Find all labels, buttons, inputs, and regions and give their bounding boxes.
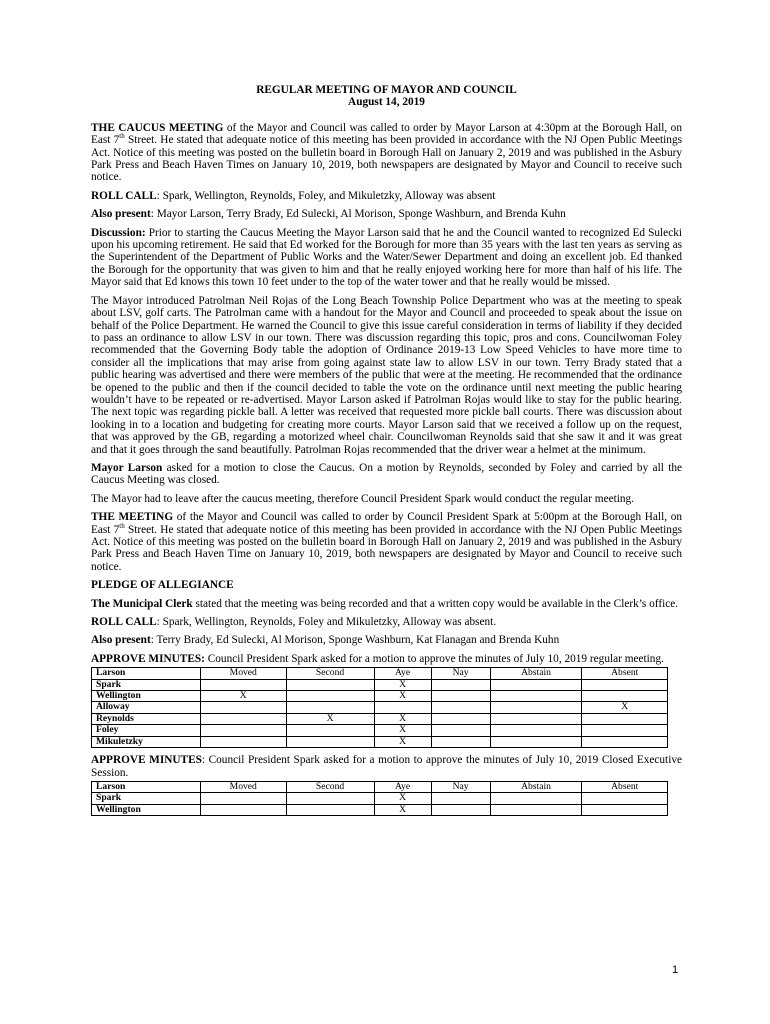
vote-cell — [201, 736, 287, 747]
document-page — [91, 84, 682, 822]
vote-cell — [490, 725, 582, 736]
header-cell: Aye — [374, 781, 431, 792]
vote-cell — [582, 679, 668, 690]
vote-cell — [490, 736, 582, 747]
vote-cell: X — [374, 713, 431, 724]
vote-table-1-header — [92, 668, 668, 679]
header-cell: Second — [286, 781, 374, 792]
vote-cell: X — [286, 713, 374, 724]
vote-cell — [490, 713, 582, 724]
discussion-text: Prior to starting the Caucus Meeting the Mayor Larson said that he and the Council wanted to recognized Ed Sulecki upon his upcoming retirement. He said that Ed worked for the Borough for more than 35 years with the last ten years as serving as the Superintendent of the Department of Public Works and the Water/Sewer Department and doing an excellent job. Ed thanked the Borough for the opportunity that was given to him and that he really enjoyed working here for more than half of his life. The Mayor said that Ed knows this town 10 feet under to the top of the water tower and that he really would be missed. — [91, 226, 682, 289]
table-row — [92, 793, 668, 804]
header-cell: Moved — [201, 668, 287, 679]
clerk-paragraph — [91, 598, 682, 610]
vote-cell — [201, 725, 287, 736]
vote-cell: X — [374, 725, 431, 736]
header-cell: Nay — [431, 781, 490, 792]
also-present-1 — [91, 208, 682, 220]
roll-call-1-lead: ROLL CALL — [91, 189, 157, 202]
close-caucus-text: asked for a motion to close the Caucus. On a motion by Reynolds, seconded by Foley and carried by all the Caucus Meeting was closed. — [91, 461, 682, 487]
vote-cell — [490, 691, 582, 702]
vote-cell — [582, 804, 668, 815]
vote-cell — [490, 804, 582, 815]
page-number: 1 — [672, 964, 679, 976]
vote-cell: X — [374, 679, 431, 690]
vote-cell — [374, 702, 431, 713]
header-cell: Nay — [431, 668, 490, 679]
member-name-cell: Alloway — [92, 702, 201, 713]
caucus-lead: THE CAUCUS MEETING — [91, 121, 224, 134]
pledge-text: PLEDGE OF ALLEGIANCE — [91, 579, 234, 592]
vote-cell — [490, 702, 582, 713]
approve-minutes-1-lead: APPROVE MINUTES: — [91, 652, 205, 665]
member-name-cell: Spark — [92, 793, 201, 804]
vote-cell — [431, 793, 490, 804]
member-name-cell: Wellington — [92, 804, 201, 815]
vote-cell — [582, 691, 668, 702]
vote-cell — [431, 725, 490, 736]
vote-table-1 — [91, 667, 668, 748]
discussion-paragraph — [91, 227, 682, 289]
vote-cell — [201, 713, 287, 724]
vote-cell: X — [201, 691, 287, 702]
vote-table-2-header — [92, 781, 668, 792]
vote-cell — [431, 736, 490, 747]
vote-cell — [201, 679, 287, 690]
approve-minutes-2-text: : Council President Spark asked for a motion to approve the minutes of July 10, 2019 Closed Executive Session. — [91, 754, 682, 779]
also-present-1-text: : Mayor Larson, Terry Brady, Ed Sulecki, Al Morison, Sponge Washburn, and Brenda Kuhn — [150, 208, 566, 221]
roll-call-2-text: : Spark, Wellington, Reynolds, Foley and Mikuletzky, Alloway was absent. — [156, 616, 497, 629]
clerk-lead: The Municipal Clerk — [91, 597, 193, 610]
vote-cell — [201, 702, 287, 713]
vote-table-2 — [91, 781, 668, 816]
member-name-cell: Wellington — [92, 691, 201, 702]
vote-cell — [431, 804, 490, 815]
vote-cell: X — [374, 736, 431, 747]
mayor-leave-paragraph: The Mayor had to leave after the caucus meeting, therefore Council President Spark would conduct the regular meeting. — [91, 492, 635, 505]
vote-cell — [582, 725, 668, 736]
also-present-2-text: : Terry Brady, Ed Sulecki, Al Morison, Sponge Washburn, Kat Flanagan and Brenda Kuhn — [150, 634, 560, 647]
approve-minutes-2 — [91, 754, 682, 779]
pledge-heading — [91, 579, 682, 591]
vote-cell — [431, 702, 490, 713]
vote-cell — [286, 736, 374, 747]
meeting-text-1: of the Mayor and Council was called to order by Council President Spark at 5:00pm at the Borough Hall, on East 7 — [91, 511, 682, 536]
vote-cell — [582, 713, 668, 724]
meeting-text-2: Street. He stated that adequate notice of this meeting has been provided in accordance with the NJ Open Public Meetings Act. Notice of this meeting was posted on the bulletin board in Borough Hall on January 2, 2019 and was published in the Asbury Park Press and Beach Haven Time on January 10, 2019, both newspapers are designated by Mayor and Council to receive such notice. — [91, 523, 682, 573]
roll-call-2 — [91, 616, 682, 628]
table-row — [92, 679, 668, 690]
clerk-text: stated that the meeting was being recorded and that a written copy would be available in the Clerk’s office. — [192, 597, 679, 610]
header-cell: Larson — [92, 781, 201, 792]
vote-cell — [431, 679, 490, 690]
caucus-superscript: th — [119, 132, 125, 141]
meeting-paragraph — [91, 511, 682, 573]
vote-table-1-body — [92, 679, 668, 747]
table-row — [92, 736, 668, 747]
vote-cell: X — [582, 702, 668, 713]
table-row — [92, 713, 668, 724]
vote-table-2-body — [92, 793, 668, 816]
vote-cell — [490, 679, 582, 690]
also-present-1-lead: Also present — [91, 208, 151, 221]
vote-cell — [201, 793, 287, 804]
document-date: August 14, 2019 — [348, 96, 425, 109]
vote-cell — [582, 793, 668, 804]
vote-cell — [286, 725, 374, 736]
member-name-cell: Spark — [92, 679, 201, 690]
also-present-2-lead: Also present — [91, 634, 151, 647]
caucus-paragraph — [91, 122, 682, 184]
table-row — [92, 702, 668, 713]
approve-minutes-1-text: Council President Spark asked for a motion to approve the minutes of July 10, 2019 regular meeting. — [204, 652, 664, 665]
discussion-lead: Discussion: — [91, 226, 146, 239]
vote-cell — [286, 804, 374, 815]
caucus-text-1: of the Mayor and Council was called to order by Mayor Larson at 4:30pm at the Borough Hall, on East 7 — [91, 121, 682, 147]
header-cell: Moved — [201, 781, 287, 792]
header-cell: Absent — [582, 781, 668, 792]
vote-cell: X — [374, 793, 431, 804]
table-row — [92, 725, 668, 736]
also-present-2 — [91, 634, 682, 646]
approve-minutes-2-lead: APPROVE MINUTES — [91, 754, 202, 767]
header-cell: Abstain — [490, 781, 582, 792]
vote-cell — [201, 804, 287, 815]
meeting-lead: THE MEETING — [91, 511, 174, 524]
caucus-text-2: Street. He stated that adequate notice of this meeting has been provided in accordance with the NJ Open Public Meetings Act. Notice of this meeting was posted on the bulletin board in Borough Hall on January 2, 2019 and was published in the Asbury Park Press and Beach Haven Times on January 10, 2019, both newspapers are designated by Mayor and Council to receive such notice. — [91, 134, 682, 184]
meeting-superscript: th — [119, 521, 125, 530]
vote-cell — [286, 691, 374, 702]
vote-cell: X — [374, 691, 431, 702]
close-caucus-paragraph — [91, 462, 682, 487]
header-cell: Aye — [374, 668, 431, 679]
roll-call-1 — [91, 190, 682, 202]
header-cell: Abstain — [490, 668, 582, 679]
member-name-cell: Mikuletzky — [92, 736, 201, 747]
header-cell: Larson — [92, 668, 201, 679]
roll-call-1-text: : Spark, Wellington, Reynolds, Foley, and Mikuletzky, Alloway was absent — [156, 189, 496, 202]
roll-call-2-lead: ROLL CALL — [91, 616, 157, 629]
table-row — [92, 691, 668, 702]
vote-cell — [431, 713, 490, 724]
document-title: REGULAR MEETING OF MAYOR AND COUNCIL — [256, 84, 517, 96]
header-cell: Absent — [582, 668, 668, 679]
member-name-cell: Foley — [92, 725, 201, 736]
patrolman-paragraph: The Mayor introduced Patrolman Neil Rojas of the Long Beach Township Police Department who was at the meeting to speak about LSV, golf carts. The Patrolman came with a handout for the Mayor and Council and proceeded to speak about the issue on behalf of the Police Department. He warned the Council to give this issue careful consideration in terms of liability if they decided to pass an ordinance to allow LSV in our town. There was discussion regarding this topic, pros and cons. Councilwoman Foley recommended that the Governing Body table the adoption of Ordinance 2019-13 Low Speed Vehicles to have more time to consider all the implications that may arise from going against state law to allow LSV in our town. Terry Brady stated that a public hearing was advertised and there were members of the public that were at the meeting. He recommended that the ordinance be opened to the public and then if the council decided to table the vote on the ordinance until next meeting the public hearing wouldn’t have to be repeated or re-advertised. Mayor Larson asked if Patrolman Rojas would like to stay for the public hearing. The next topic was regarding pickle ball. A letter was received that requested more pickle ball courts. There was discussion about looking in to a location and budgeting for creating more courts. Mayor Larson said that we received a follow up on the request, that was approved by the GB, regarding a motorized wheel chair. Councilwoman Reynolds said that she saw it and it was great and that it goes through the sand beautifully. Patrolman Rojas recommended that the driver wear a helmet at the minimum. — [91, 294, 682, 456]
header-cell: Second — [286, 668, 374, 679]
approve-minutes-1 — [91, 653, 682, 665]
close-caucus-lead: Mayor Larson — [91, 461, 163, 474]
member-name-cell: Reynolds — [92, 713, 201, 724]
vote-cell — [286, 702, 374, 713]
vote-cell — [490, 793, 582, 804]
vote-cell — [286, 793, 374, 804]
vote-cell — [286, 679, 374, 690]
vote-cell — [582, 736, 668, 747]
vote-cell — [431, 691, 490, 702]
table-row — [92, 804, 668, 815]
vote-cell: X — [374, 804, 431, 815]
